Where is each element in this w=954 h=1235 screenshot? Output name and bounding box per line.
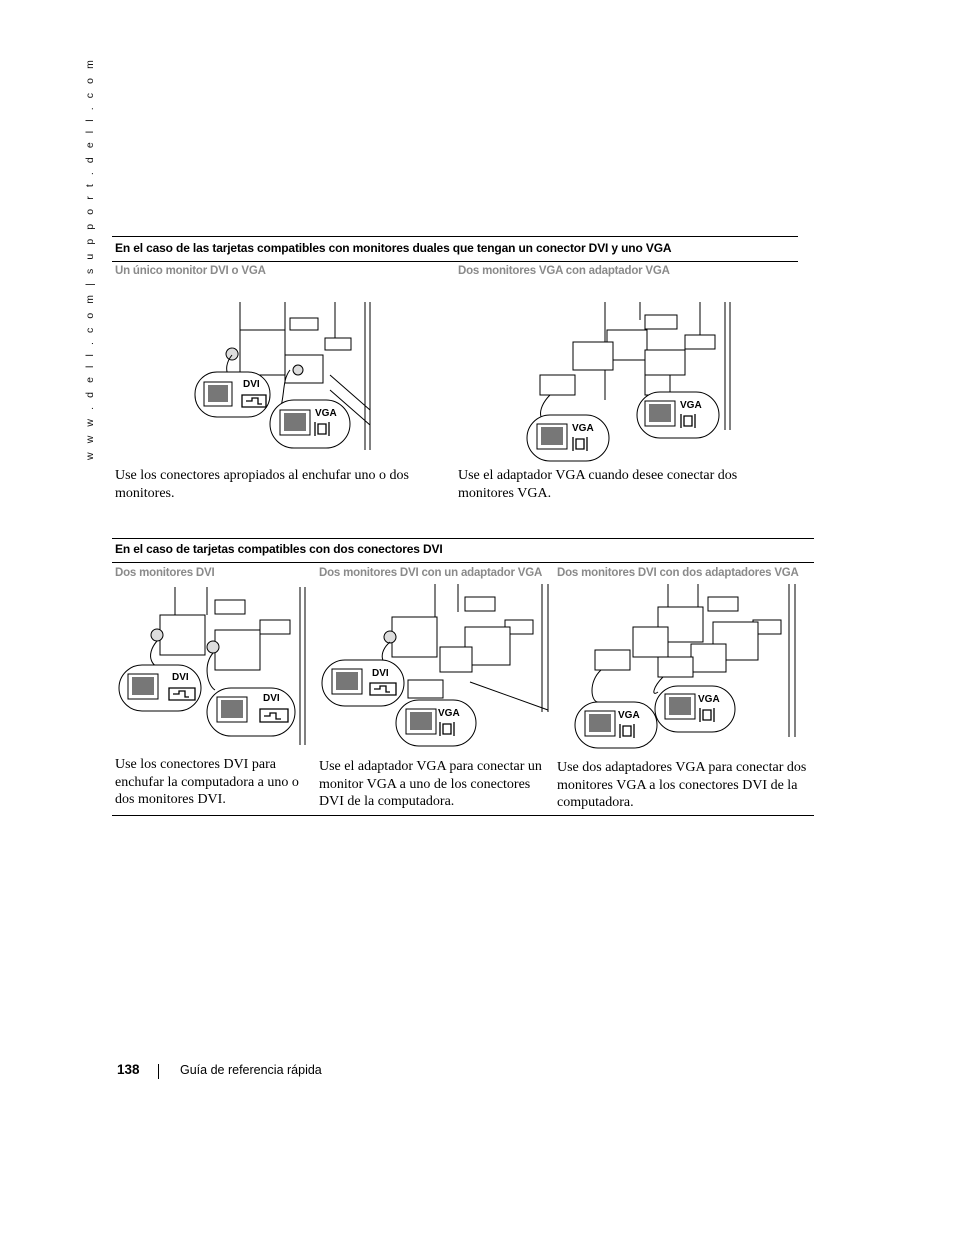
figure-two-vga-with-adapter [525, 300, 740, 465]
vga-monitor-badge-left [527, 415, 609, 461]
figure-label: VGA [438, 708, 460, 719]
figure-label: VGA [680, 400, 702, 411]
table2-col2-header: Dos monitores DVI con un adaptador VGA [319, 567, 543, 579]
table1-heading: En el caso de las tarjetas compatibles con monitores duales que tengan un conector DVI y uno VGA [115, 241, 672, 255]
figure-label: VGA [618, 710, 640, 721]
table1-top-rule [112, 236, 798, 237]
vga-monitor-badge [270, 400, 350, 448]
vga-monitor-badge-right [637, 392, 719, 438]
table1-col2-description: Use el adaptador VGA cuando desee conectar dos monitores VGA. [458, 468, 738, 501]
table1-col2-header: Dos monitores VGA con adaptador VGA [458, 265, 670, 277]
vga-monitor-badge [396, 700, 476, 746]
vga-monitor-badge-right [655, 686, 735, 732]
figure-label: VGA [315, 408, 337, 419]
dvi-monitor-badge [322, 660, 404, 706]
table2-bottom-rule [112, 815, 814, 816]
figure-two-dvi [115, 585, 315, 750]
table1-col1-header: Un único monitor DVI o VGA [115, 265, 266, 277]
figure-label: VGA [698, 694, 720, 705]
table2-col3-header: Dos monitores DVI con dos adaptadores VGA [557, 567, 799, 579]
table1-heading-rule [112, 261, 798, 262]
table2-heading: En el caso de tarjetas compatibles con dos conectores DVI [115, 542, 443, 556]
footer-separator [158, 1064, 159, 1079]
vga-monitor-badge-left [575, 702, 657, 748]
table2-col1-description: Use los conectores DVI para enchufar la computadora a uno o dos monitores DVI. [115, 757, 299, 807]
side-url: w w w . d e l l . c o m | s u p p o r t . d e l l . c o m [84, 57, 96, 460]
footer-title: Guía de referencia rápida [180, 1063, 322, 1077]
figure-label: DVI [372, 668, 389, 679]
figure-label: VGA [572, 423, 594, 434]
dvi-monitor-badge-right [207, 688, 295, 736]
table2-top-rule [112, 538, 814, 539]
figure-label: DVI [172, 672, 189, 683]
figure-single-dvi-or-vga [190, 300, 390, 455]
table2-heading-rule [112, 562, 814, 563]
dvi-monitor-badge-left [119, 665, 201, 711]
figure-dvi-with-one-vga-adapter [320, 582, 550, 752]
figure-label: DVI [243, 379, 260, 390]
table2-col3-description: Use dos adaptadores VGA para conectar dos monitores VGA a los conectores DVI de la computadora. [557, 760, 807, 810]
page-number: 138 [117, 1062, 140, 1077]
table1-col1-description: Use los conectores apropiados al enchufar uno o dos monitores. [115, 468, 409, 501]
figure-label: DVI [263, 693, 280, 704]
figure-dvi-with-two-vga-adapters [573, 582, 803, 752]
dvi-monitor-badge [195, 372, 270, 417]
table2-col2-description: Use el adaptador VGA para conectar un monitor VGA a uno de los conectores DVI de la computadora. [319, 759, 542, 809]
table2-col1-header: Dos monitores DVI [115, 567, 215, 579]
